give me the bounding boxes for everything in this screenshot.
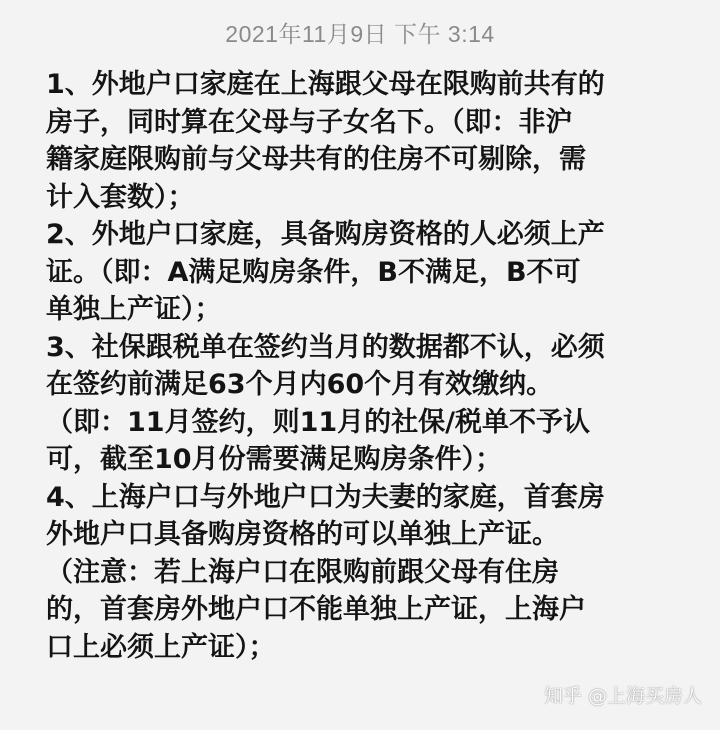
message-line: 1、外地户口家庭在上海跟父母在限购前共有的 [46,69,605,100]
message-line: 籍家庭限购前与父母共有的住房不可剔除，需 [46,144,586,175]
message-body [46,66,686,666]
message-line: （即：11月签约，则11月的社保/税单不予认 [46,406,591,438]
message-timestamp: 2021年11月9日 下午 3:14 [225,21,495,47]
source-watermark: 知乎 @上海买房人 [543,685,702,707]
message-line: 计入套数）； [46,181,195,213]
message-line: 2、外地户口家庭，具备购房资格的人必须上产 [46,219,605,250]
message-line: 单独上产证）； [46,294,222,325]
message-line: 的，首套房外地户口不能单独上产证，上海户 [46,594,586,625]
message-line: 房子，同时算在父母与子女名下。（即：非沪 [46,106,573,138]
message-line: 可，截至10月份需要满足购房条件）； [46,444,503,475]
message-line: 证。（即：A满足购房条件，B不满足，B不可 [46,256,581,288]
message-line: 在签约前满足63个月内60个月有效缴纳。 [46,369,554,400]
message-line: 3、社保跟税单在签约当月的数据都不认，必须 [46,331,605,363]
message-line: 外地户口具备购房资格的可以单独上产证。 [46,519,559,550]
message-line: 4、上海户口与外地户口为夫妻的家庭，首套房 [46,481,605,513]
message-line: 口上必须上产证）； [46,631,276,663]
message-line: （注意：若上海户口在限购前跟父母有住房 [46,556,559,588]
